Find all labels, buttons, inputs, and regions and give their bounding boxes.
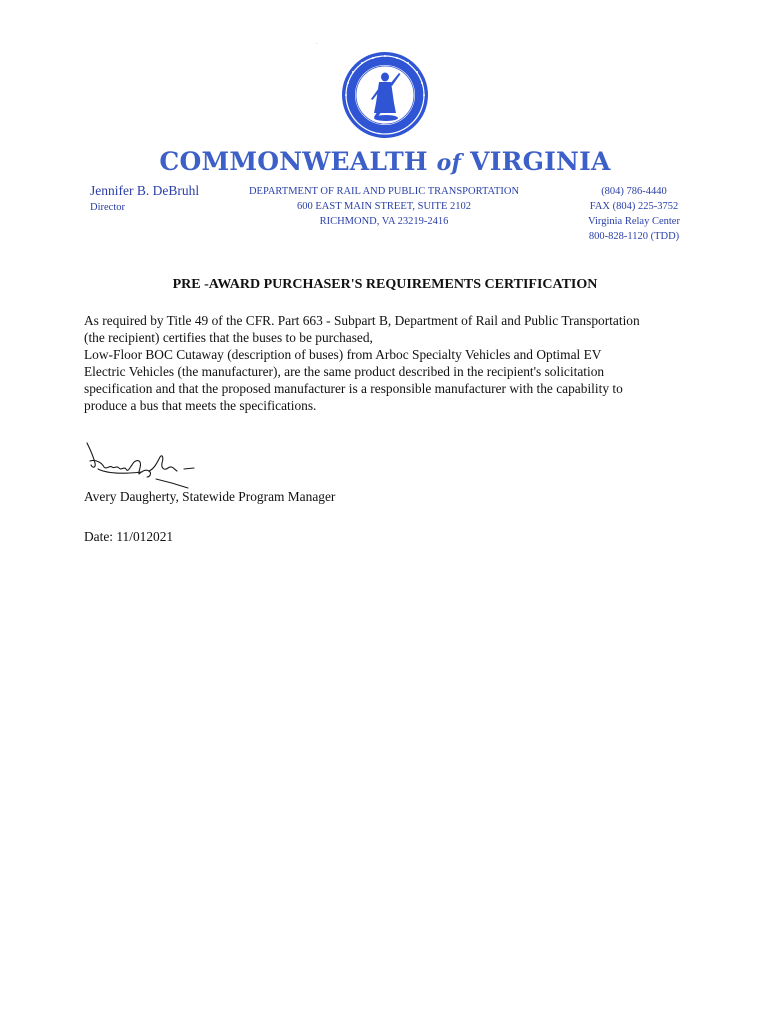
phone-number: (804) 786-4440 — [601, 186, 667, 197]
contact-block — [584, 184, 684, 244]
state-seal-icon — [341, 51, 429, 139]
director-title: Director — [90, 202, 125, 213]
handwritten-signature — [84, 441, 199, 491]
body-line: (the recipient) certifies that the buses to be purchased, — [84, 330, 373, 345]
department-block — [232, 184, 536, 229]
banner-main: COMMONWEALTH — [159, 147, 428, 176]
department-name: DEPARTMENT OF RAIL AND PUBLIC TRANSPORTATION — [248, 186, 520, 197]
body-line: Electric Vehicles (the manufacturer), are the same product described in the recipient's solicitation — [84, 364, 605, 379]
body-line: Low-Floor BOC Cutaway (description of buses) from Arboc Specialty Vehicles and Optimal EV — [84, 347, 602, 362]
director-name: Jennifer B. DeBruhl — [90, 183, 200, 198]
body-line: specification and that the proposed manufacturer is a responsible manufacturer with the capability to — [84, 381, 623, 396]
director-block — [90, 183, 199, 215]
certification-body — [84, 312, 694, 414]
address-line-1: 600 EAST MAIN STREET, SUITE 2102 — [296, 201, 472, 212]
relay-number: 800-828-1120 (TDD) — [588, 231, 680, 242]
signature-date: Date: 11/012021 — [84, 529, 174, 544]
document-title: PRE -AWARD PURCHASER'S REQUIREMENTS CERTIFICATION — [172, 277, 598, 292]
commonwealth-banner — [0, 147, 770, 176]
signer-name: Avery Daugherty, Statewide Program Manager — [84, 489, 336, 504]
fax-number: FAX (804) 225-3752 — [589, 201, 679, 212]
body-line: produce a bus that meets the specifications. — [84, 398, 317, 413]
banner-state: VIRGINIA — [470, 147, 611, 176]
scan-mark: . — [316, 40, 318, 46]
banner-of: of — [436, 150, 462, 176]
address-line-2: RICHMOND, VA 23219-2416 — [319, 216, 449, 227]
relay-label: Virginia Relay Center — [588, 216, 680, 227]
body-line: As required by Title 49 of the CFR. Part 663 - Subpart B, Department of Rail and Public Transportation — [84, 313, 640, 328]
